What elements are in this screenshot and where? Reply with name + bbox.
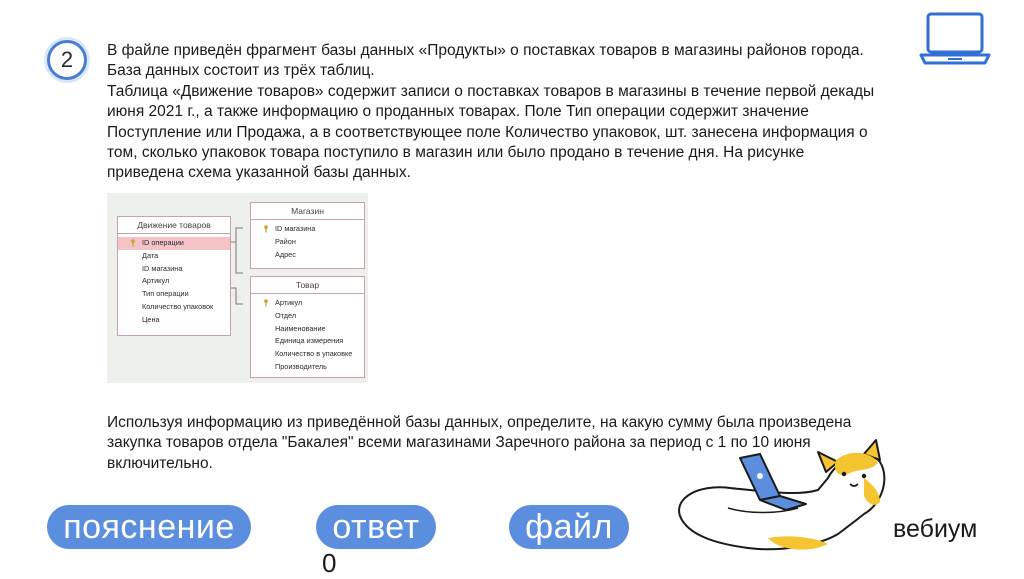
field-label: Адрес [275, 249, 296, 259]
answer-button[interactable]: ответ [316, 505, 436, 549]
field-row [251, 310, 364, 323]
field-row [251, 323, 364, 336]
field-row [251, 249, 364, 262]
field-row [251, 335, 364, 348]
field-label: Количество упаковок [142, 301, 214, 311]
field-row [118, 263, 230, 276]
task-text [107, 41, 877, 184]
task-number-badge [47, 40, 87, 80]
field-row [118, 301, 230, 314]
field-row [251, 236, 364, 249]
file-button[interactable]: файл [509, 505, 629, 549]
answer-value: 0 [322, 548, 337, 578]
explanation-button[interactable]: пояснение [47, 505, 251, 549]
table-shop-title: Магазин [251, 203, 364, 220]
field-label: Цена [142, 314, 160, 324]
field-label: Тип операции [142, 289, 189, 299]
field-row [251, 348, 364, 361]
field-label: Производитель [275, 361, 327, 371]
brand-logo-text: вебиум [893, 515, 978, 543]
field-row [118, 288, 230, 301]
field-label: Единица измерения [275, 336, 344, 346]
table-movement [117, 216, 231, 336]
table-movement-title: Движение товаров [118, 217, 230, 234]
table-shop [250, 202, 365, 269]
field-row [118, 314, 230, 327]
task-paragraph-1: В файле приведён фрагмент базы данных «Продукты» о поставках товаров в магазины районов города. База данных состоит из трёх таблиц. [107, 42, 864, 80]
field-label: Район [275, 236, 296, 246]
field-row [118, 250, 230, 263]
field-label: Дата [142, 250, 159, 260]
field-label: ID операции [142, 238, 184, 247]
database-schema [107, 193, 368, 383]
field-label: Наименование [275, 323, 326, 333]
field-row [118, 237, 230, 250]
field-label: ID магазина [275, 224, 316, 233]
key-icon [263, 225, 269, 233]
key-icon [130, 239, 136, 247]
field-row [251, 223, 364, 236]
field-label: Количество в упаковке [275, 349, 353, 359]
key-icon [263, 299, 269, 307]
field-label: Артикул [142, 276, 170, 286]
field-label: Отдел [275, 310, 297, 320]
task-number: 2 [60, 47, 74, 72]
table-goods-title: Товар [251, 277, 364, 294]
table-goods [250, 276, 365, 378]
field-label: Артикул [275, 298, 303, 307]
field-row [118, 275, 230, 288]
field-row [251, 361, 364, 374]
task-paragraph-2: Таблица «Движение товаров» содержит записи о поставках товаров в магазины в течение первой декады июня 2021 г., а также информацию о проданных товарах. Поле Тип операции содержит значение Поступление или Продажа, а в соответствующее поле Количество упаковок, шт. занесена информация о том, сколько упаковок товара поступило в магазин или было продано в течение дня. На рисунке приведена схема указанной базы данных. [107, 82, 875, 182]
laptop-icon [918, 10, 992, 68]
question-paragraph: Используя информацию из приведённой базы данных, определите, на какую сумму была произведена закупка товаров отдела "Бакалея" всеми магазинами Заречного района за период с 1 по 10 июня включительно. [107, 414, 852, 472]
field-row [251, 297, 364, 310]
field-label: ID магазина [142, 263, 183, 273]
cat-with-laptop-illustration [668, 438, 888, 558]
